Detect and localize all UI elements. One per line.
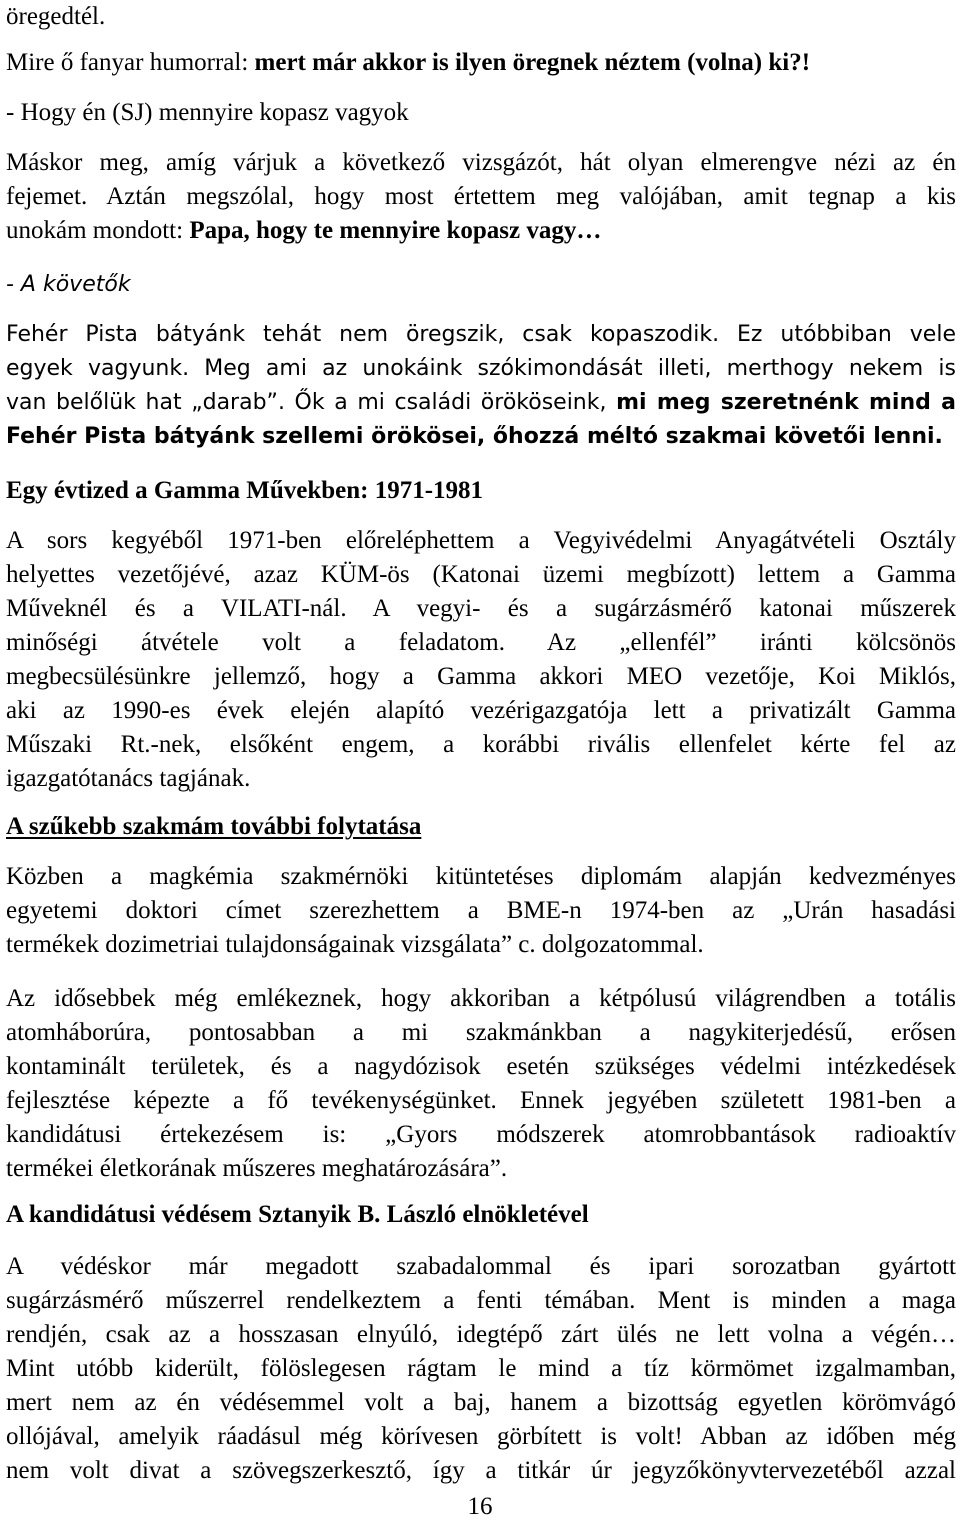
- text-line: egyek vagyunk. Meg ami az unokáink szókimondását illeti, merthogy nekem is: [6, 356, 956, 381]
- text-line: Mint utóbb kiderült, fölöslegesen rágtam le mind a tíz körmömet izgalmamban,: [6, 1355, 956, 1382]
- text-line: minőségi átvétele volt a feladatom. Az „ellenfél” iránti kölcsönös: [6, 629, 956, 656]
- section-heading: A kandidátusi védésem Sztanyik B. László elnökletével: [6, 1201, 589, 1228]
- text-line: Műszaki Rt.-nek, elsőként engem, a korábbi rivális ellenfelet kérte fel az: [6, 731, 956, 758]
- text-line: - Hogy én (SJ) mennyire kopasz vagyok: [6, 99, 409, 126]
- page-number: 16: [467, 1493, 493, 1520]
- text-line: helyettes vezetőjévé, azaz KÜM-ös (Katonai üzemi megbízott) lettem a Gamma: [6, 561, 956, 588]
- text-line: nem volt divat a szövegszerkesztő, így a titkár úr jegyzőkönyvtervezetéből azzal: [6, 1457, 956, 1484]
- text-line: aki az 1990-es évek elején alapító vezérigazgatója lett a privatizált Gamma: [6, 697, 956, 724]
- text-line: Fehér Pista bátyánk tehát nem öregszik, csak kopaszodik. Ez utóbbiban vele: [6, 322, 956, 347]
- text-line: sugárzásmérő műszerrel rendelkeztem a fenti témában. Ment is minden a maga: [6, 1287, 956, 1314]
- text-line: igazgatótanács tagjának.: [6, 765, 251, 792]
- text-line: A védéskor már megadott szabadalommal és ipari sorozatban gyártott: [6, 1253, 956, 1280]
- text-line: Mire ő fanyar humorral: mert már akkor is ilyen öregnek néztem (volna) ki?!: [6, 49, 811, 76]
- text-line: megbecsülésünkre jellemző, hogy a Gamma akkori MEO vezetője, Koi Miklós,: [6, 663, 956, 690]
- text-line: atomháborúra, pontosabban a mi szakmánkban a nagykiterjedésű, erősen: [6, 1019, 956, 1046]
- text-line: fejemet. Aztán megszólal, hogy most értettem meg valójában, amit tegnap a kis: [6, 183, 956, 210]
- text-line: unokám mondott: Papa, hogy te mennyire kopasz vagy…: [6, 217, 602, 244]
- subheading-followers: - A követők: [6, 272, 131, 297]
- text-line: egyetemi doktori címet szerezhettem a BME-n 1974-ben az „Urán hasadási: [6, 897, 956, 924]
- text-line: kandidátusi értekezésem is: „Gyors módszerek atomrobbantások radioaktív: [6, 1121, 956, 1148]
- text-line: rendjén, csak az a hosszasan elnyúló, idegtépő zárt ülés ne lett volna a végén…: [6, 1321, 956, 1348]
- text-line: ollójával, amelyik ráadásul még körívesen görbített is volt! Abban az időben még: [6, 1423, 956, 1450]
- text-line: öregedtél.: [6, 3, 106, 30]
- section-heading: Egy évtized a Gamma Művekben: 1971-1981: [6, 477, 484, 504]
- text-line: Fehér Pista bátyánk szellemi örökösei, őhozzá méltó szakmai követői lenni.: [6, 424, 943, 449]
- text-line: Közben a magkémia szakmérnöki kitüntetéses diplomám alapján kedvezményes: [6, 863, 956, 890]
- text-line: kontaminált területek, és a nagydózisok esetén szükséges védelmi intézkedések: [6, 1053, 956, 1080]
- text-line: mert nem az én védésemmel volt a baj, hanem a bizottság egyetlen körömvágó: [6, 1389, 956, 1416]
- text-line: van belőlük hat „darab”. Ők a mi családi örököseink, mi meg szeretnénk mind a: [6, 390, 956, 415]
- text-line: fejlesztése képezte a fő tevékenységünket. Ennek jegyében született 1981-ben a: [6, 1087, 956, 1114]
- text-line: Máskor meg, amíg várjuk a következő vizsgázót, hát olyan elmerengve nézi az én: [6, 149, 956, 176]
- text-line: Az idősebbek még emlékeznek, hogy akkoriban a kétpólusú világrendben a totális: [6, 985, 956, 1012]
- text-line: termékei életkorának műszeres meghatározására”.: [6, 1155, 508, 1182]
- section-heading: A szűkebb szakmám további folytatása: [6, 813, 422, 840]
- text-line: A sors kegyéből 1971-ben előreléphettem a Vegyivédelmi Anyagátvételi Osztály: [6, 527, 956, 554]
- text-line: Műveknél és a VILATI-nál. A vegyi- és a sugárzásmérő katonai műszerek: [6, 595, 956, 622]
- text-line: termékek dozimetriai tulajdonságainak vizsgálata” c. dolgozatommal.: [6, 931, 704, 958]
